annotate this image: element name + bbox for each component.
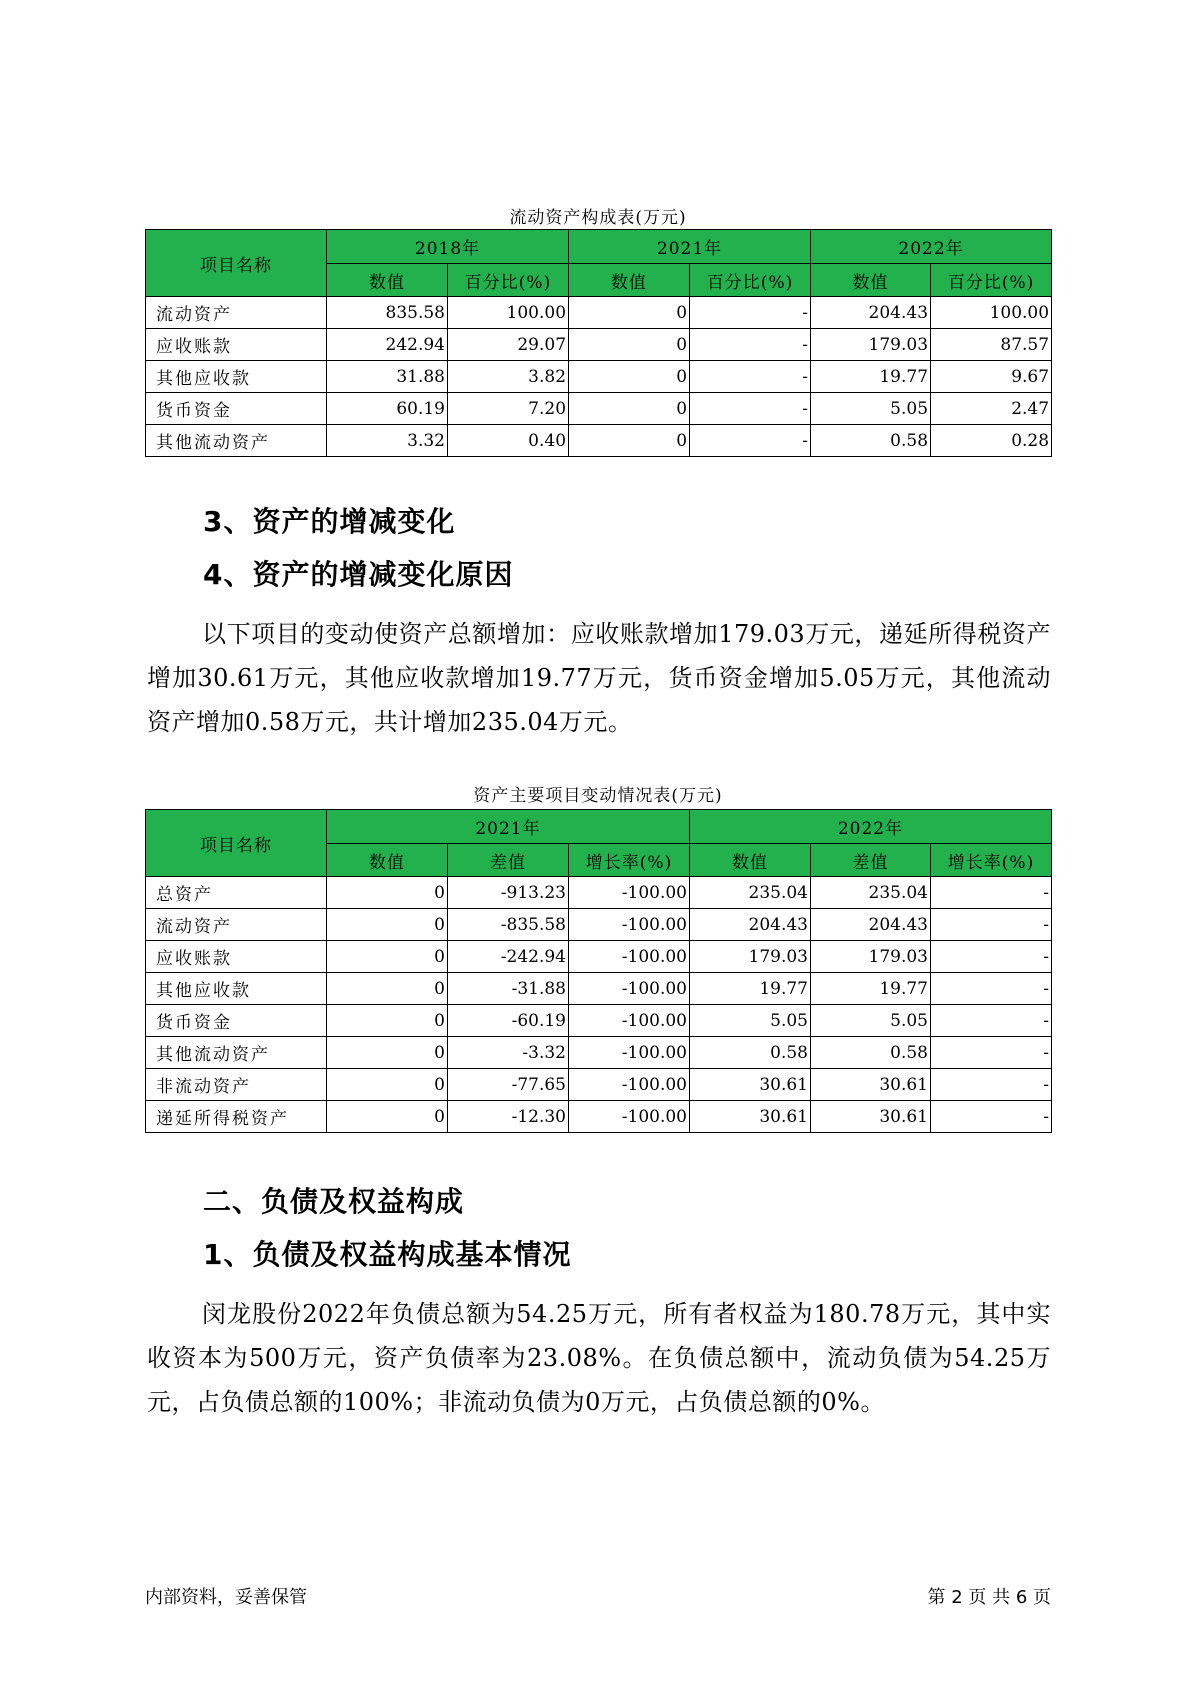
sub-header: 差值 <box>811 844 931 877</box>
paragraph: 闵龙股份2022年负债总额为54.25万元，所有者权益为180.78万元，其中实收资本为500万元，资产负债率为23.08%。在负债总额中，流动负债为54.25万元，占负债总额的100%；非流动负债为0万元，占负债总额的0%。 <box>147 1300 1051 1416</box>
cell: 30.61 <box>690 1069 811 1101</box>
cell: -12.30 <box>448 1101 569 1133</box>
cell: 204.43 <box>811 297 931 329</box>
cell: 0.58 <box>690 1037 811 1069</box>
cell: -60.19 <box>448 1005 569 1037</box>
cell: -913.23 <box>448 877 569 909</box>
cell: 3.82 <box>448 361 569 393</box>
cell: -100.00 <box>569 1005 690 1037</box>
cell: 5.05 <box>690 1005 811 1037</box>
cell: -3.32 <box>448 1037 569 1069</box>
cell: - <box>931 1037 1052 1069</box>
table1-caption: 流动资产构成表(万元) <box>509 208 687 228</box>
row-name: 货币资金 <box>146 393 327 425</box>
name-header: 项目名称 <box>146 230 327 297</box>
cell: 0 <box>569 393 690 425</box>
cell: 179.03 <box>811 329 931 361</box>
cell: 0 <box>569 361 690 393</box>
cell: - <box>931 877 1052 909</box>
sub-header: 数值 <box>569 264 690 297</box>
table-row <box>146 425 1052 457</box>
cell: 0 <box>569 425 690 457</box>
cell: - <box>931 1005 1052 1037</box>
cell: - <box>931 1101 1052 1133</box>
cell: 7.20 <box>448 393 569 425</box>
cell: 5.05 <box>811 393 931 425</box>
section-heading: 1、负债及权益构成基本情况 <box>203 1238 572 1271</box>
table-row <box>146 1101 1052 1133</box>
cell: 100.00 <box>931 297 1052 329</box>
cell: 30.61 <box>690 1101 811 1133</box>
table-row <box>146 1005 1052 1037</box>
sub-header: 差值 <box>448 844 569 877</box>
cell: 179.03 <box>690 941 811 973</box>
paragraph: 以下项目的变动使资产总额增加：应收账款增加179.03万元，递延所得税资产增加30.61万元，其他应收款增加19.77万元，货币资金增加5.05万元，其他流动资产增加0.58万元，共计增加235.04万元。 <box>147 620 1051 736</box>
section-heading: 3、资产的增减变化 <box>203 505 456 538</box>
cell: 0 <box>327 941 448 973</box>
table2-caption: 资产主要项目变动情况表(万元) <box>473 786 723 806</box>
footer-note: 内部资料，妥善保管 <box>145 1587 307 1608</box>
table-row <box>146 361 1052 393</box>
table-row <box>146 297 1052 329</box>
sub-header: 百分比(%) <box>448 264 569 297</box>
cell: 0 <box>327 1101 448 1133</box>
cell: 0 <box>569 329 690 361</box>
cell: 242.94 <box>327 329 448 361</box>
cell: -835.58 <box>448 909 569 941</box>
cell: 0 <box>327 973 448 1005</box>
year-header: 2022年 <box>811 230 1052 264</box>
cell: -100.00 <box>569 973 690 1005</box>
cell: -100.00 <box>569 909 690 941</box>
cell: 0 <box>327 877 448 909</box>
table-row <box>146 941 1052 973</box>
cell: 0.58 <box>811 425 931 457</box>
row-name: 总资产 <box>146 877 327 909</box>
year-header: 2021年 <box>327 810 690 844</box>
cell: 235.04 <box>690 877 811 909</box>
row-name: 其他应收款 <box>146 361 327 393</box>
sub-header: 数值 <box>690 844 811 877</box>
cell: 30.61 <box>811 1101 931 1133</box>
cell: -100.00 <box>569 877 690 909</box>
cell: 2.47 <box>931 393 1052 425</box>
cell: 204.43 <box>811 909 931 941</box>
sub-header: 百分比(%) <box>690 264 811 297</box>
cell: 0 <box>327 1037 448 1069</box>
section-heading: 4、资产的增减变化原因 <box>203 558 514 591</box>
row-name: 货币资金 <box>146 1005 327 1037</box>
cell: - <box>690 425 811 457</box>
table-row <box>146 329 1052 361</box>
cell: 235.04 <box>811 877 931 909</box>
sub-header: 数值 <box>327 844 448 877</box>
cell: 5.05 <box>811 1005 931 1037</box>
cell: 31.88 <box>327 361 448 393</box>
cell: - <box>690 361 811 393</box>
cell: - <box>690 393 811 425</box>
row-name: 流动资产 <box>146 297 327 329</box>
cell: - <box>931 1069 1052 1101</box>
cell: 19.77 <box>690 973 811 1005</box>
cell: -100.00 <box>569 1037 690 1069</box>
cell: 29.07 <box>448 329 569 361</box>
asset-changes-table <box>145 809 1052 1133</box>
cell: 0.28 <box>931 425 1052 457</box>
cell: 100.00 <box>448 297 569 329</box>
row-name: 其他应收款 <box>146 973 327 1005</box>
cell: 0.40 <box>448 425 569 457</box>
cell: 87.57 <box>931 329 1052 361</box>
sub-header: 数值 <box>811 264 931 297</box>
cell: 3.32 <box>327 425 448 457</box>
table-row <box>146 909 1052 941</box>
cell: 0.58 <box>811 1037 931 1069</box>
table-row <box>146 973 1052 1005</box>
cell: -242.94 <box>448 941 569 973</box>
cell: 60.19 <box>327 393 448 425</box>
table-row <box>146 1037 1052 1069</box>
current-assets-table <box>145 229 1052 457</box>
cell: 0 <box>327 909 448 941</box>
cell: 0 <box>327 1005 448 1037</box>
sub-header: 数值 <box>327 264 448 297</box>
year-header: 2021年 <box>569 230 811 264</box>
cell: - <box>931 973 1052 1005</box>
cell: 0 <box>327 1069 448 1101</box>
row-name: 其他流动资产 <box>146 1037 327 1069</box>
row-name: 流动资产 <box>146 909 327 941</box>
cell: 179.03 <box>811 941 931 973</box>
row-name: 应收账款 <box>146 941 327 973</box>
cell: -100.00 <box>569 1069 690 1101</box>
name-header: 项目名称 <box>146 810 327 877</box>
table-row <box>146 1069 1052 1101</box>
page-number: 第 2 页 共 6 页 <box>927 1587 1051 1608</box>
cell: - <box>690 329 811 361</box>
cell: 19.77 <box>811 361 931 393</box>
section-heading: 二、负债及权益构成 <box>203 1185 465 1218</box>
row-name: 非流动资产 <box>146 1069 327 1101</box>
cell: -31.88 <box>448 973 569 1005</box>
cell: -100.00 <box>569 1101 690 1133</box>
year-header: 2022年 <box>690 810 1052 844</box>
cell: 204.43 <box>690 909 811 941</box>
cell: 9.67 <box>931 361 1052 393</box>
cell: 0 <box>569 297 690 329</box>
cell: 19.77 <box>811 973 931 1005</box>
sub-header: 增长率(%) <box>931 844 1052 877</box>
sub-header: 增长率(%) <box>569 844 690 877</box>
cell: - <box>931 941 1052 973</box>
cell: 30.61 <box>811 1069 931 1101</box>
cell: 835.58 <box>327 297 448 329</box>
cell: -77.65 <box>448 1069 569 1101</box>
cell: - <box>931 909 1052 941</box>
sub-header: 百分比(%) <box>931 264 1052 297</box>
row-name: 递延所得税资产 <box>146 1101 327 1133</box>
table-row <box>146 393 1052 425</box>
table-row <box>146 877 1052 909</box>
row-name: 其他流动资产 <box>146 425 327 457</box>
year-header: 2018年 <box>327 230 569 264</box>
row-name: 应收账款 <box>146 329 327 361</box>
cell: -100.00 <box>569 941 690 973</box>
cell: - <box>690 297 811 329</box>
